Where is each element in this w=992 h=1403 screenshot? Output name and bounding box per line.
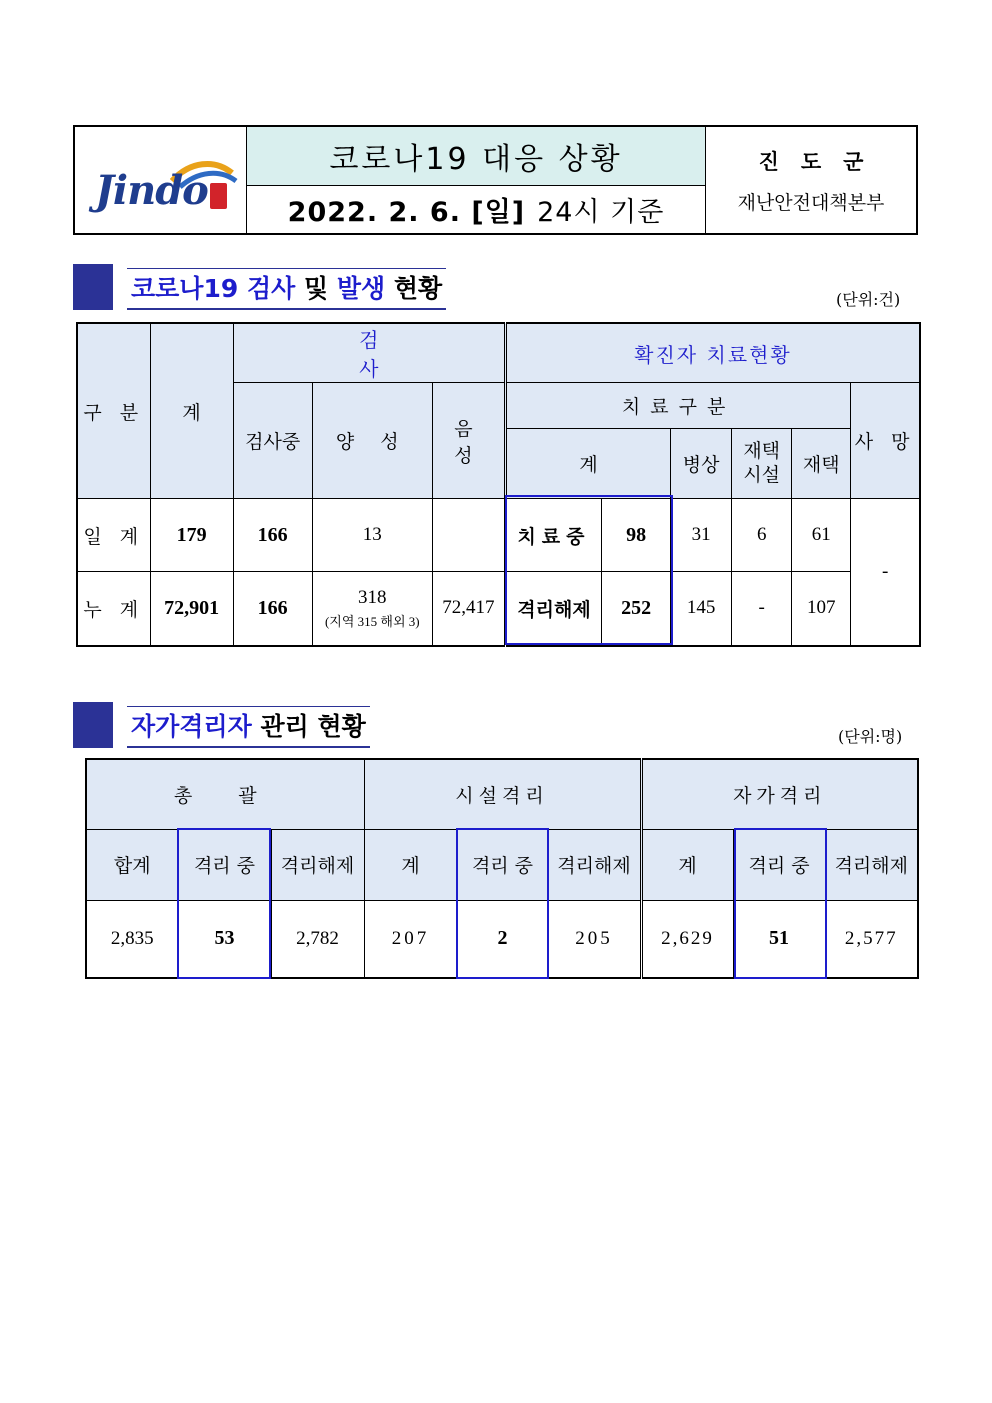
table-cell: 2 bbox=[457, 900, 548, 978]
text-fragment: 관리 현황 bbox=[260, 712, 366, 741]
header-cell: 합계 bbox=[86, 829, 178, 900]
table-cell: 31 bbox=[671, 499, 732, 572]
table-cell bbox=[432, 499, 505, 572]
col-home-facility: 재택 시설 bbox=[732, 429, 792, 499]
header-cell: 격리 중 bbox=[178, 829, 271, 900]
table-cell: 166 bbox=[233, 499, 312, 572]
table-cell: 207 bbox=[364, 900, 457, 978]
table-cell: 98 bbox=[602, 499, 671, 572]
col-testing: 검사중 bbox=[233, 383, 312, 499]
text-fragment: 현황 bbox=[393, 274, 443, 303]
col-group-test: 검 사 bbox=[233, 323, 505, 383]
table-cell: 205 bbox=[548, 900, 641, 978]
section-marker bbox=[73, 264, 113, 310]
date-basis: 24시 기준 bbox=[537, 197, 665, 228]
table-cell: 72,901 bbox=[150, 572, 233, 646]
report-header bbox=[73, 125, 918, 235]
row-label: 누 계 bbox=[77, 572, 150, 646]
col-death: 사 망 bbox=[851, 383, 920, 499]
table-cell: 6 bbox=[732, 499, 792, 572]
text-fragment: 코로나19 검사 bbox=[131, 274, 296, 303]
table-cell: 2,782 bbox=[271, 900, 364, 978]
group-home: 자가격리 bbox=[641, 759, 918, 829]
table-cell: 107 bbox=[792, 572, 851, 646]
table-cell: 치료중 bbox=[505, 499, 601, 572]
red-seal-icon bbox=[210, 183, 227, 209]
org-name: 진도군 bbox=[758, 148, 886, 174]
table-cell: 53 bbox=[178, 900, 271, 978]
table-cell bbox=[312, 572, 432, 646]
section-marker bbox=[73, 702, 113, 748]
col-sub-total: 계 bbox=[505, 429, 670, 499]
section-title bbox=[127, 268, 446, 310]
table-cell: 2,835 bbox=[86, 900, 178, 978]
report-title: 코로나19 대응 상황 bbox=[247, 127, 705, 186]
report-date bbox=[247, 186, 705, 233]
table-cell: 2,629 bbox=[641, 900, 733, 978]
table-cell: 179 bbox=[150, 499, 233, 572]
col-treatment: 치료구분 bbox=[505, 383, 850, 429]
text-fragment: (지역 315 해외 3) bbox=[324, 613, 420, 629]
table-cell: 166 bbox=[233, 572, 312, 646]
death-value: - bbox=[851, 499, 920, 646]
test-status-table bbox=[76, 322, 921, 647]
table-cell: 72,417 bbox=[432, 572, 505, 646]
col-positive: 양 성 bbox=[312, 383, 432, 499]
header-cell: 격리 중 bbox=[457, 829, 548, 900]
date-bold: 2022. 2. 6. [일] bbox=[287, 197, 526, 228]
text-fragment: 자가격리자 bbox=[131, 712, 252, 741]
header-cell: 계 bbox=[364, 829, 457, 900]
text-fragment: 318 bbox=[358, 586, 387, 608]
text-fragment: 13 bbox=[362, 524, 382, 545]
quarantine-table bbox=[85, 758, 919, 979]
col-total: 계 bbox=[150, 323, 233, 499]
section-heading-tests bbox=[73, 264, 446, 310]
group-summary: 총 괄 bbox=[86, 759, 364, 829]
table-cell: 51 bbox=[733, 900, 825, 978]
section-heading-quarantine bbox=[73, 702, 370, 748]
logo-text: Jindo bbox=[95, 167, 208, 214]
section-title bbox=[127, 706, 370, 748]
col-negative: 음 성 bbox=[432, 383, 505, 499]
table-row-cumulative bbox=[77, 572, 920, 646]
header-cell: 격리해제 bbox=[825, 829, 918, 900]
table-cell: 145 bbox=[671, 572, 732, 646]
col-hospital: 병상 bbox=[671, 429, 732, 499]
group-facility: 시설격리 bbox=[364, 759, 641, 829]
col-category: 구 분 bbox=[77, 323, 150, 499]
unit-label: (단위:건) bbox=[836, 290, 901, 309]
table-cell bbox=[312, 499, 432, 572]
row-label: 일 계 bbox=[77, 499, 150, 572]
col-home: 재택 bbox=[792, 429, 851, 499]
text-fragment: 및 bbox=[303, 274, 329, 303]
header-cell: 격리 중 bbox=[733, 829, 825, 900]
table-row-daily bbox=[77, 499, 920, 572]
jindo-logo bbox=[75, 127, 247, 233]
table-cell: 61 bbox=[792, 499, 851, 572]
table-row bbox=[86, 900, 918, 978]
col-group-confirmed: 확진자 치료현황 bbox=[505, 323, 920, 383]
table-cell: - bbox=[732, 572, 792, 646]
text-fragment: 발생 bbox=[336, 274, 386, 303]
table-cell: 2,577 bbox=[825, 900, 918, 978]
table-cell: 격리해제 bbox=[505, 572, 601, 646]
header-cell: 격리해제 bbox=[548, 829, 641, 900]
unit-label: (단위:명) bbox=[838, 727, 903, 746]
dept-name: 재난안전대책본부 bbox=[737, 191, 885, 214]
table-cell: 252 bbox=[602, 572, 671, 646]
header-cell: 격리해제 bbox=[271, 829, 364, 900]
header-cell: 계 bbox=[641, 829, 733, 900]
